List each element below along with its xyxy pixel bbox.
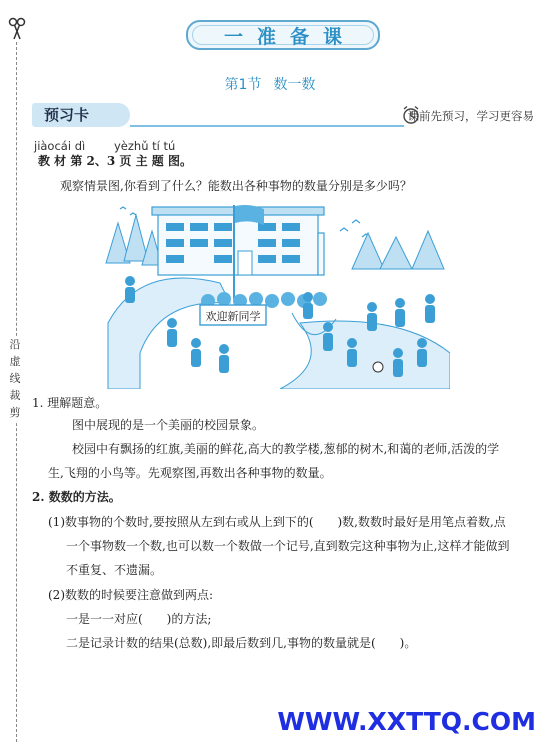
campus-illustration [100, 203, 450, 389]
chapter-title: 一准备课 [223, 25, 356, 48]
preview-bar [30, 101, 534, 129]
item2-step1-c: 不重复、不遗漏。 [66, 563, 163, 577]
section-name: 数一数 [273, 77, 316, 93]
chapter-banner [186, 20, 380, 50]
section-number: 第1节 [224, 77, 262, 93]
preview-tag: 预习卡 [32, 103, 130, 127]
cut-line-label: 沿虚线裁剪 [9, 338, 21, 419]
pinyin-yezhu: yèzhǔ tí tú [114, 139, 176, 153]
preview-rule [130, 125, 404, 127]
intro-question: 观察情景图,你看到了什么？能数出各种事物的数量分别是多少吗？ [60, 179, 412, 193]
item2-title: 2. 数数的方法。 [32, 490, 121, 504]
preview-note: 课前先预习，学习更容易 [407, 109, 534, 123]
section-title [0, 74, 540, 94]
pinyin-jiaocai: jiàocái dì [34, 139, 86, 153]
item1-paragraph-1: 图中展现的是一个美丽的校园景象。 [72, 418, 265, 432]
welcome-sign-text: 欢迎新同学 [205, 310, 261, 323]
item2-step2-b: 二是记录计数的结果(总数),即最后数到几,事物的数量就是( )。 [66, 636, 417, 650]
site-watermark: WWW.XXTTQ.COM [277, 707, 536, 736]
item1-paragraph-2a: 校园中有飘扬的红旗,美丽的鲜花,高大的教学楼,葱郁的树木,和蔼的老师,活泼的学 [72, 442, 500, 456]
item2-step2: (2)数数的时候要注意做到两点: [48, 588, 214, 602]
scissors-icon [7, 16, 27, 40]
item1-title: 1. 理解题意。 [32, 396, 108, 410]
item1-paragraph-2b: 生,飞翔的小鸟等。先观察图,再数出各种事物的数量。 [48, 466, 332, 480]
item2-step1-a: (1)数事物的个数时,要按照从左到右或从上到下的( )数,数数时最好是用笔点着数,点 [48, 515, 506, 529]
item2-step2-a: 一是一一对应( )的方法; [66, 612, 212, 626]
item2-step1-b: 一个事物数一个数,也可以数一个数做一个记号,直到数完这种事物为止,这样才能做到 [66, 539, 510, 553]
textbook-reference: 教 材 第 2、3 页 主 题 图。 [38, 154, 192, 168]
